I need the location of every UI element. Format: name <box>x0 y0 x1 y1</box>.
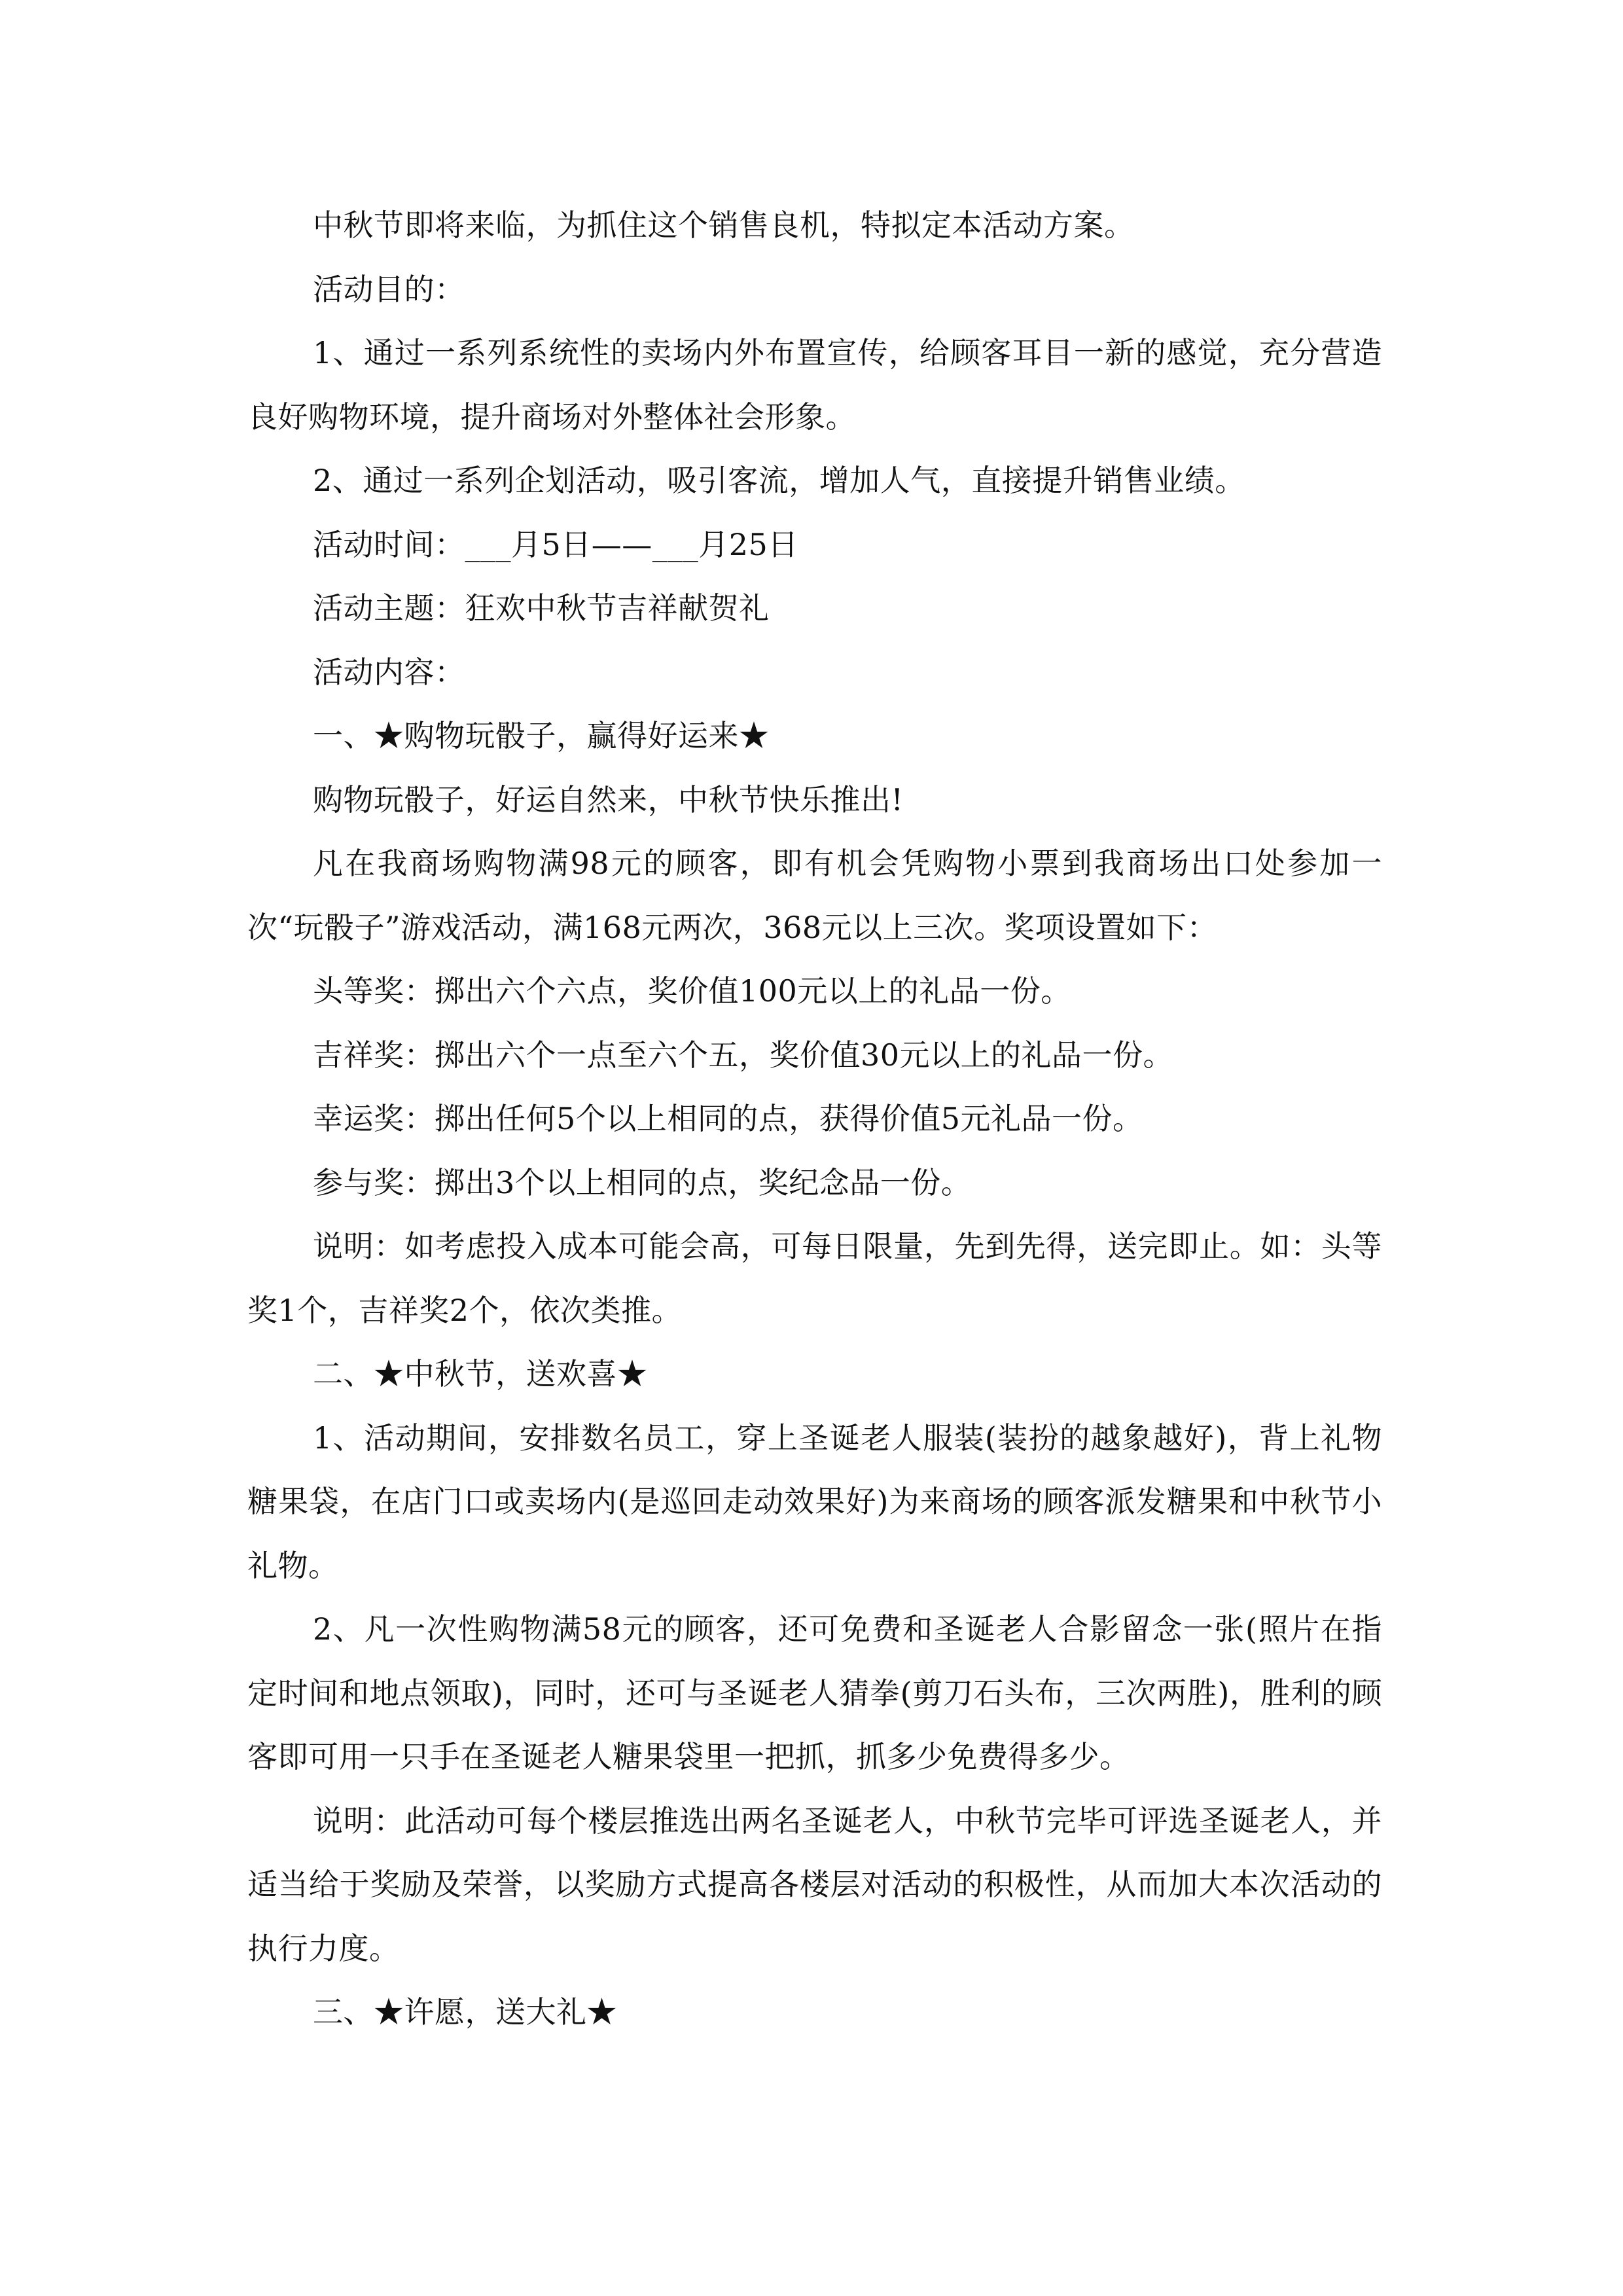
activity-2-item-2: 2、凡一次性购物满58元的顾客，还可免费和圣诞老人合影留念一张(照片在指定时间和地点领取)，同时，还可与圣诞老人猜拳(剪刀石头布，三次两胜)，胜利的顾客即可用一只手在圣诞老人糖果袋里一把抓，抓多少免费得多少。 <box>247 1611 1382 1774</box>
activity-2-heading: 二、★中秋节，送欢喜★ <box>313 1356 648 1391</box>
goal-item-2: 2、通过一系列企划活动，吸引客流，增加人气，直接提升销售业绩。 <box>313 463 1245 498</box>
activity-theme: 活动主题：狂欢中秋节吉祥献贺礼 <box>313 590 770 626</box>
intro-paragraph: 中秋节即将来临，为抓住这个销售良机，特拟定本活动方案。 <box>313 207 1135 243</box>
activity-2-item-1: 1、活动期间，安排数名员工，穿上圣诞老人服装(装扮的越象越好)，背上礼物糖果袋，在店门口或卖场内(是巡回走动效果好)为来商场的顾客派发糖果和中秋节小礼物。 <box>247 1420 1382 1583</box>
prize-participation: 参与奖：掷出3个以上相同的点，奖纪念品一份。 <box>313 1164 972 1200</box>
activity-3-heading: 三、★许愿，送大礼★ <box>313 1994 617 2030</box>
prize-fortune: 幸运奖：掷出任何5个以上相同的点，获得价值5元礼品一份。 <box>313 1101 1143 1136</box>
activity-1-rules: 凡在我商场购物满98元的顾客，即有机会凭购物小票到我商场出口处参加一次“玩骰子”游戏活动，满168元两次，368元以上三次。奖项设置如下： <box>247 846 1382 945</box>
activity-1-heading: 一、★购物玩骰子，赢得好运来★ <box>313 718 770 753</box>
document-body <box>247 194 1382 2045</box>
activity-1-note: 说明：如考虑投入成本可能会高，可每日限量，先到先得，送完即止。如：头等奖1个，吉祥奖2个，依次类推。 <box>247 1229 1382 1328</box>
section-heading-goals: 活动目的： <box>313 271 465 307</box>
goal-item-1: 1、通过一系列系统性的卖场内外布置宣传，给顾客耳目一新的感觉，充分营造良好购物环境，提升商场对外整体社会形象。 <box>247 335 1382 435</box>
section-heading-content: 活动内容： <box>313 654 465 690</box>
activity-1-slogan: 购物玩骰子，好运自然来，中秋节快乐推出! <box>313 781 904 817</box>
activity-time: 活动时间：___月5日——___月25日 <box>313 526 798 562</box>
activity-2-note: 说明：此活动可每个楼层推选出两名圣诞老人，中秋节完毕可评选圣诞老人，并适当给于奖励及荣誉，以奖励方式提高各楼层对活动的积极性，从而加大本次活动的执行力度。 <box>247 1803 1382 1966</box>
prize-lucky: 吉祥奖：掷出六个一点至六个五，奖价值30元以上的礼品一份。 <box>313 1037 1174 1073</box>
prize-first: 头等奖：掷出六个六点，奖价值100元以上的礼品一份。 <box>313 973 1071 1009</box>
